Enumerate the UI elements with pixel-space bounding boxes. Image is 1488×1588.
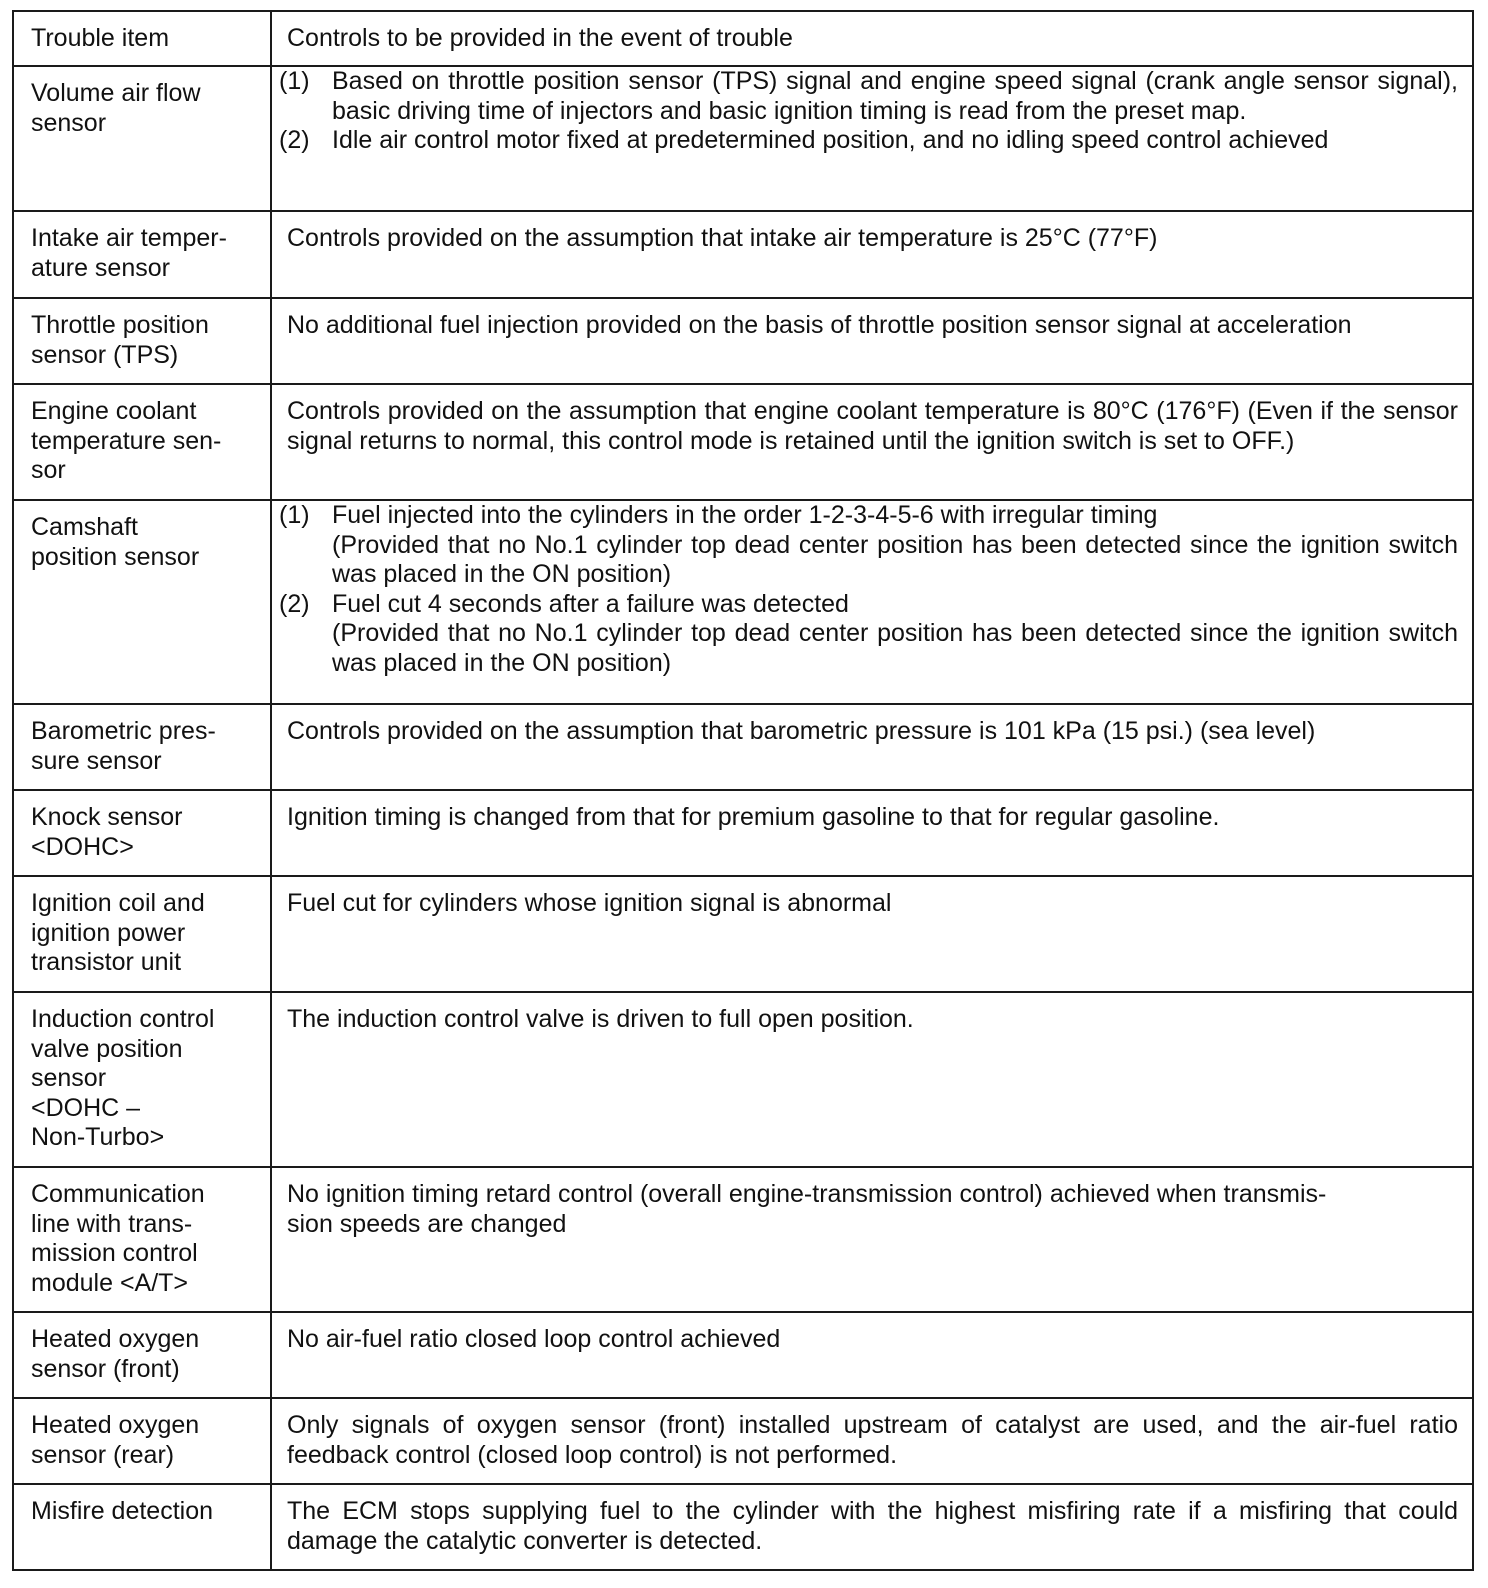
control-cell: Controls provided on the assumption that barometric pressure is 101 kPa (15 psi.) (sea level) xyxy=(271,704,1473,790)
control-cell: Fuel cut for cylinders whose ignition signal is abnormal xyxy=(271,876,1473,992)
table-row xyxy=(13,211,1473,298)
control-cell: No ignition timing retard control (overall engine-transmission control) achieved when transmis- sion speeds are changed xyxy=(271,1167,1473,1312)
trouble-item-cell: Communication line with trans- mission control module <A/T> xyxy=(13,1167,271,1312)
trouble-item-cell: Heated oxygen sensor (rear) xyxy=(13,1398,271,1484)
trouble-item-cell: Barometric pres- sure sensor xyxy=(13,704,271,790)
control-cell: Controls provided on the assumption that engine coolant temperature is 80°C (176°F) (Even if the sensor signal returns to normal, this control mode is retained until the ignition switch is set to OFF.) xyxy=(271,384,1473,500)
table-row xyxy=(13,992,1473,1167)
list-item: (1) Based on throttle position sensor (TPS) signal and engine speed signal (crank angle sensor signal), basic driving time of injectors and basic ignition timing is read from the preset map. xyxy=(279,67,1458,125)
control-cell: The induction control valve is driven to full open position. xyxy=(271,992,1473,1167)
list-item: (2) Idle air control motor fixed at predetermined position, and no idling speed control achieved xyxy=(279,126,1329,154)
control-list xyxy=(279,67,1458,156)
trouble-item-cell: Intake air temper- ature sensor xyxy=(13,211,271,298)
trouble-item-cell: Misfire detection xyxy=(13,1484,271,1570)
trouble-item-cell: Induction control valve position sensor <DOHC – Non-Turbo> xyxy=(13,992,271,1167)
trouble-item-cell: Heated oxygen sensor (front) xyxy=(13,1312,271,1398)
trouble-item-cell: Ignition coil and ignition power transistor unit xyxy=(13,876,271,992)
trouble-item-cell: Knock sensor <DOHC> xyxy=(13,790,271,876)
trouble-controls-table xyxy=(12,10,1474,1571)
table-row xyxy=(13,500,1473,704)
control-cell: Ignition timing is changed from that for premium gasoline to that for regular gasoline. xyxy=(271,790,1473,876)
control-cell xyxy=(271,500,1473,704)
table-row xyxy=(13,1312,1473,1398)
table-row xyxy=(13,66,1473,211)
table-row xyxy=(13,876,1473,992)
table-row xyxy=(13,384,1473,500)
header-controls: Controls to be provided in the event of trouble xyxy=(271,11,1473,66)
trouble-item-cell: Camshaft position sensor xyxy=(13,500,271,704)
control-cell: No additional fuel injection provided on the basis of throttle position sensor signal at acceleration xyxy=(271,298,1473,384)
table-header-row xyxy=(13,11,1473,66)
table-row xyxy=(13,298,1473,384)
table-row xyxy=(13,704,1473,790)
control-cell: Controls provided on the assumption that intake air temperature is 25°C (77°F) xyxy=(271,211,1473,298)
table-row xyxy=(13,1484,1473,1570)
list-item: (2) Fuel cut 4 seconds after a failure was detected (Provided that no No.1 cylinder top dead center position has been detected since the ignition switch was placed in the ON position) xyxy=(279,589,1458,677)
list-item: (1) Fuel injected into the cylinders in the order 1-2-3-4-5-6 with irregular timing (Provided that no No.1 cylinder top dead center position has been detected since the ignition switch was placed in the ON position) xyxy=(279,501,1458,588)
header-trouble-item: Trouble item xyxy=(13,11,271,66)
control-cell: The ECM stops supplying fuel to the cylinder with the highest misfiring rate if a misfiring that could damage the catalytic converter is detected. xyxy=(271,1484,1473,1570)
control-list xyxy=(279,501,1458,678)
control-cell: No air-fuel ratio closed loop control achieved xyxy=(271,1312,1473,1398)
trouble-item-cell: Volume air flow sensor xyxy=(13,66,271,211)
table-row xyxy=(13,1167,1473,1312)
table-row xyxy=(13,790,1473,876)
table-row xyxy=(13,1398,1473,1484)
trouble-item-cell: Throttle position sensor (TPS) xyxy=(13,298,271,384)
control-cell xyxy=(271,66,1473,211)
trouble-item-cell: Engine coolant temperature sen- sor xyxy=(13,384,271,500)
control-cell: Only signals of oxygen sensor (front) installed upstream of catalyst are used, and the air-fuel ratio feedback control (closed loop control) is not performed. xyxy=(271,1398,1473,1484)
